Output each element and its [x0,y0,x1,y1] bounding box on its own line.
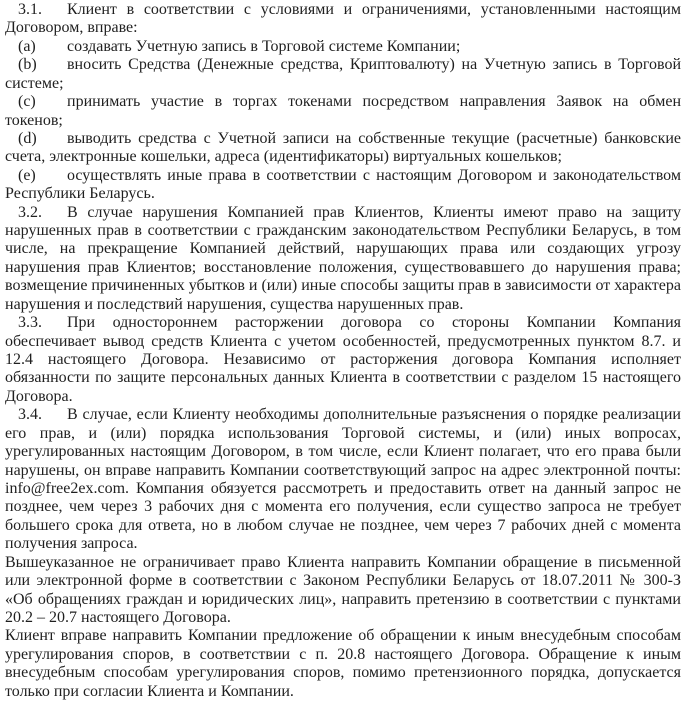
paragraph-appeal-law [5,554,681,628]
subclause-a-label: (a) [18,37,36,55]
subclause-d-label: (d) [18,129,37,147]
clause-3-2-label: 3.2. [18,203,42,221]
clause-3-4-text: В случае, если Клиенту необходимы дополнительные разъяснения о порядке реализации его прав, и (или) порядка использования Торговой системы, и (или) иных вопросах, урегулированных настоящим Договором, в том числе, если Клиент полагает, что его права были нарушены, он вправе направить Компании соответствующий запрос на адрес электронной почты: info@free2ex.com. Компания обязуется рассмотреть и предоставить ответ на данный запрос не позднее, чем через 3 рабочих дня с момента его получения, если существо запроса не требует большего срока для ответа, но в любом случае не позднее, чем через 7 рабочих дней с момента получения запроса. [5,406,681,553]
subclause-e-text: осуществлять иные права в соответствии с настоящим Договором и законодательством Республики Беларусь. [5,166,681,203]
subclause-a [5,38,681,56]
clause-3-4-label: 3.4. [18,406,42,424]
subclause-d-text: выводить средства с Учетной записи на собственные текущие (расчетные) банковские счета, электронные кошельки, адреса (идентификаторы) виртуальных кошельков; [5,129,681,166]
paragraph-dispute-resolution-text: Клиент вправе направить Компании предложение об обращении к иным внесудебным способам урегулирования споров, в соответствии с п. 20.8 настоящего Договора. Обращение к иным внесудебным способам урегулирования споров, помимо претензионного порядка, допускается только при согласии Клиента и Компании. [5,627,681,700]
clause-3-1 [5,1,681,38]
subclause-c [5,93,681,130]
clause-3-3 [5,314,681,406]
paragraph-appeal-law-text: Вышеуказанное не ограничивает право Клиента направить Компании обращение в письменной или электронной форме в соответствии с Законом Республики Беларусь от 18.07.2011 № 300-З «Об обращениях граждан и юридических лиц», направить претензию в соответствии с пунктами 20.2 – 20.7 настоящего Договора. [5,553,681,626]
subclause-e-label: (e) [18,166,36,184]
clause-3-4 [5,406,681,553]
subclause-e [5,167,681,204]
clause-3-3-text: При одностороннем расторжении договора со стороны Компании Компания обеспечивает вывод средств Клиента с учетом особенностей, предусмотренных пунктом 8.7. и 12.4 настоящего Договора. Независимо от расторжения договора Компания исполняет обязанности по защите персональных данных Клиента в соответствии с разделом 15 настоящего Договора. [5,314,681,405]
subclause-c-text: принимать участие в торгах токенами посредством направления Заявок на обмен токенов; [5,93,681,129]
subclause-a-text: создавать Учетную запись в Торговой системе Компании; [67,37,461,55]
subclause-b-label: (b) [18,56,37,74]
clause-3-3-label: 3.3. [18,314,42,332]
subclause-d [5,130,681,167]
clause-3-2 [5,204,681,315]
subclause-b [5,56,681,93]
clause-3-1-text: Клиент в соответствии с условиями и ограничениями, установленными настоящим Договором, вправе: [5,1,681,37]
clause-3-1-label: 3.1. [18,1,42,18]
clause-3-2-text: В случае нарушения Компанией прав Клиентов, Клиенты имеют право на защиту нарушенных прав в соответствии с гражданским законодательством Республики Беларусь, в том числе, на прекращение Компанией действий, нарушающих права или создающих угрозу нарушения прав Клиентов; восстановление положения, существовавшего до нарушения права; возмещение причиненных убытков и (или) иные способы защиты прав в зависимости от характера нарушения и последствий нарушения, существа нарушенных прав. [5,203,681,313]
paragraph-dispute-resolution [5,627,681,701]
subclause-b-text: вносить Средства (Денежные средства, Криптовалюту) на Учетную запись в Торговой системе; [5,56,681,92]
subclause-c-label: (c) [18,93,36,111]
